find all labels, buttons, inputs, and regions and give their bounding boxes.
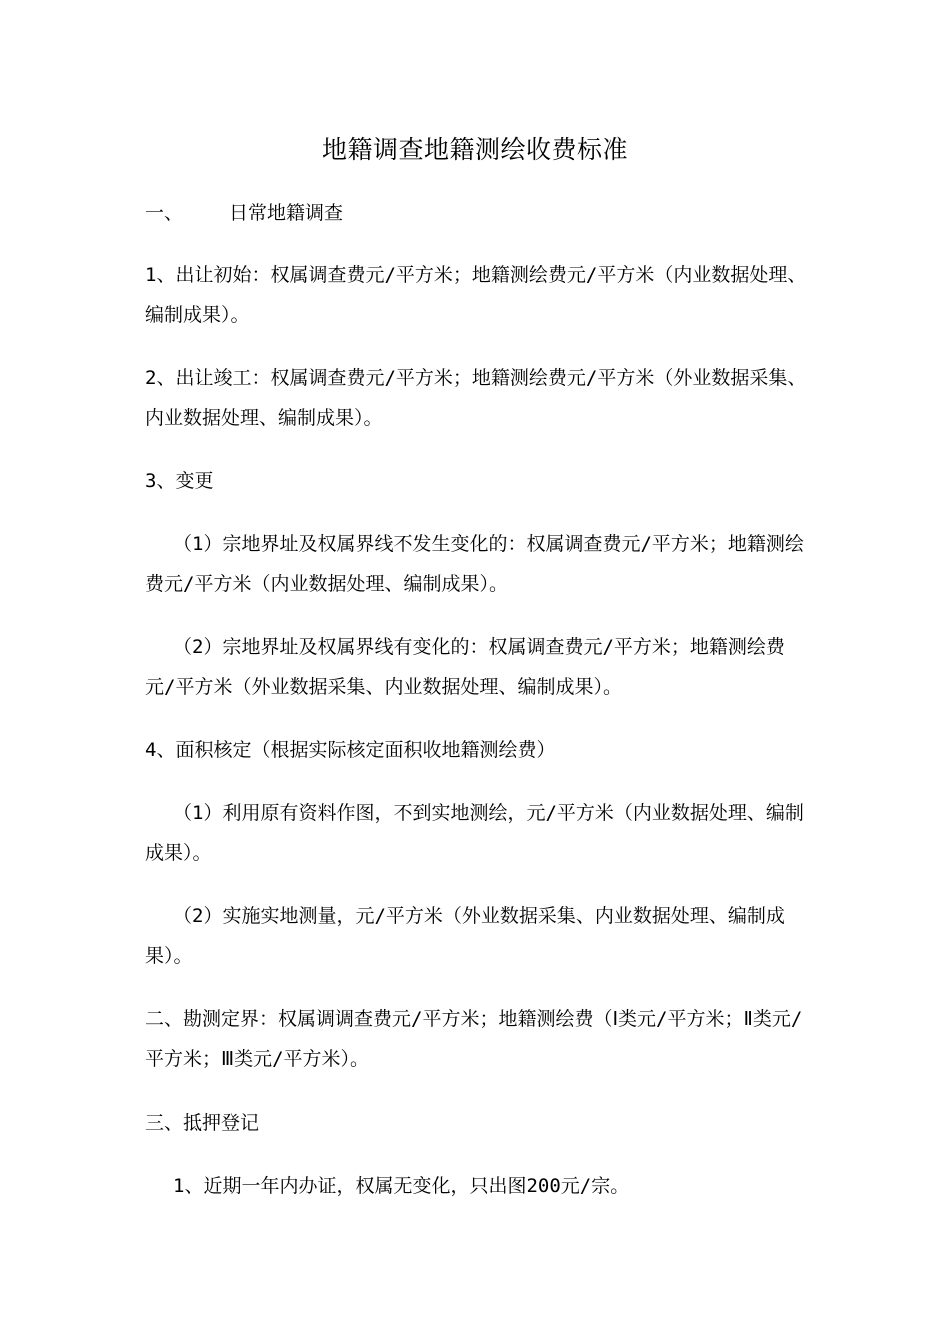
- section-2: 二、勘测定界：权属调调查费元/平方米；地籍测绘费（Ⅰ类元/平方米；Ⅱ类元/平方米；Ⅲ类元/平方米）。: [145, 1008, 803, 1070]
- paragraph-4-2: （2）实施实地测量，元/平方米（外业数据采集、内业数据处理、编制成果）。: [145, 905, 785, 967]
- paragraph-5-1: 1、近期一年内办证，权属无变化，只出图200元/宗。: [173, 1175, 630, 1197]
- paragraph-4-1: （1）利用原有资料作图，不到实地测绘，元/平方米（内业数据处理、编制成果）。: [145, 802, 804, 864]
- paragraph-3-2: （2）宗地界址及权属界线有变化的：权属调查费元/平方米；地籍测绘费元/平方米（外业数据采集、内业数据处理、编制成果）。: [145, 636, 785, 698]
- paragraph-4: 4、面积核定（根据实际核定面积收地籍测绘费）: [145, 739, 556, 761]
- paragraph-1: 1、出让初始：权属调查费元/平方米；地籍测绘费元/平方米（内业数据处理、编制成果）。: [145, 264, 807, 326]
- paragraph-2: 2、出让竣工：权属调查费元/平方米；地籍测绘费元/平方米（外业数据采集、内业数据处理、编制成果）。: [145, 367, 807, 429]
- paragraph-3-1: （1）宗地界址及权属界线不发生变化的：权属调查费元/平方米；地籍测绘费元/平方米（内业数据处理、编制成果）。: [145, 533, 804, 595]
- document-title: 地籍调查地籍测绘收费标准: [321, 135, 628, 164]
- section-heading-3: 三、抵押登记: [145, 1112, 260, 1134]
- section-heading-1: [145, 193, 810, 233]
- section-number: 一、: [145, 202, 184, 224]
- paragraph-3: 3、变更: [145, 470, 214, 492]
- section-heading-text: 日常地籍调查: [229, 202, 344, 224]
